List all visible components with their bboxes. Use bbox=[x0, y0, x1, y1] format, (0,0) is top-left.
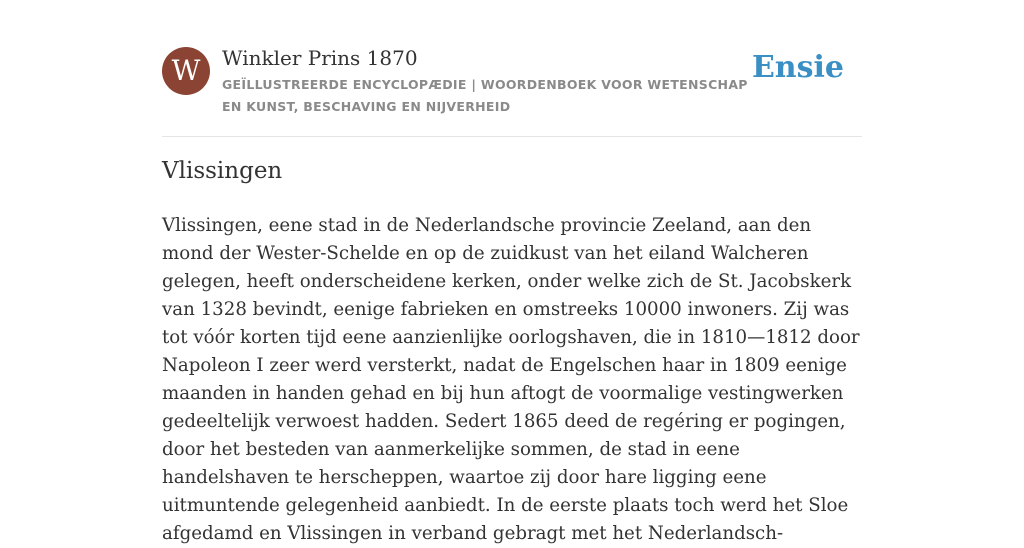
source-title[interactable]: Winkler Prins 1870 bbox=[222, 46, 418, 70]
source-avatar[interactable]: W bbox=[162, 47, 210, 95]
article-body: Vlissingen, eene stad in de Nederlandsche provincie Zeeland, aan den mond der Wester-Schelde en op de zuidkust van het eiland Walcheren gelegen, heeft onderscheidene kerken, onder welke zich de St. Jacobskerk van 1328 bevindt, eenige fabrieken en omstreeks 10000 inwoners. Zij was tot vóór korten tijd eene aanzienlijke oorlogshaven, die in 1810—1812 door Napoleon I zeer werd versterkt, nadat de Engelschen haar in 1809 eenige maanden in handen gehad en bij hun aftogt de voormalige vestingwerken gedeeltelijk verwoest hadden. Sedert 1865 deed de regéring er pogingen, door het besteden van aanmerkelijke sommen, de stad in eene handelshaven te herscheppen, waartoe zij door hare ligging eene uitmuntende gelegenheid aanbiedt. In de eerste plaats toch werd het Sloe afgedamd en Vlissingen in verband gebragt met het Nederlandsch- bbox=[162, 215, 860, 544]
ensie-logo[interactable]: Ensie bbox=[751, 50, 844, 85]
source-header bbox=[162, 44, 862, 137]
source-subtitle: GEÏLLUSTREERDE ENCYCLOPÆDIE | WOORDENBOEK VOOR WETENSCHAP EN KUNST, BESCHAVING EN NIJVERHEID bbox=[222, 77, 748, 114]
article-title: Vlissingen bbox=[162, 158, 283, 184]
